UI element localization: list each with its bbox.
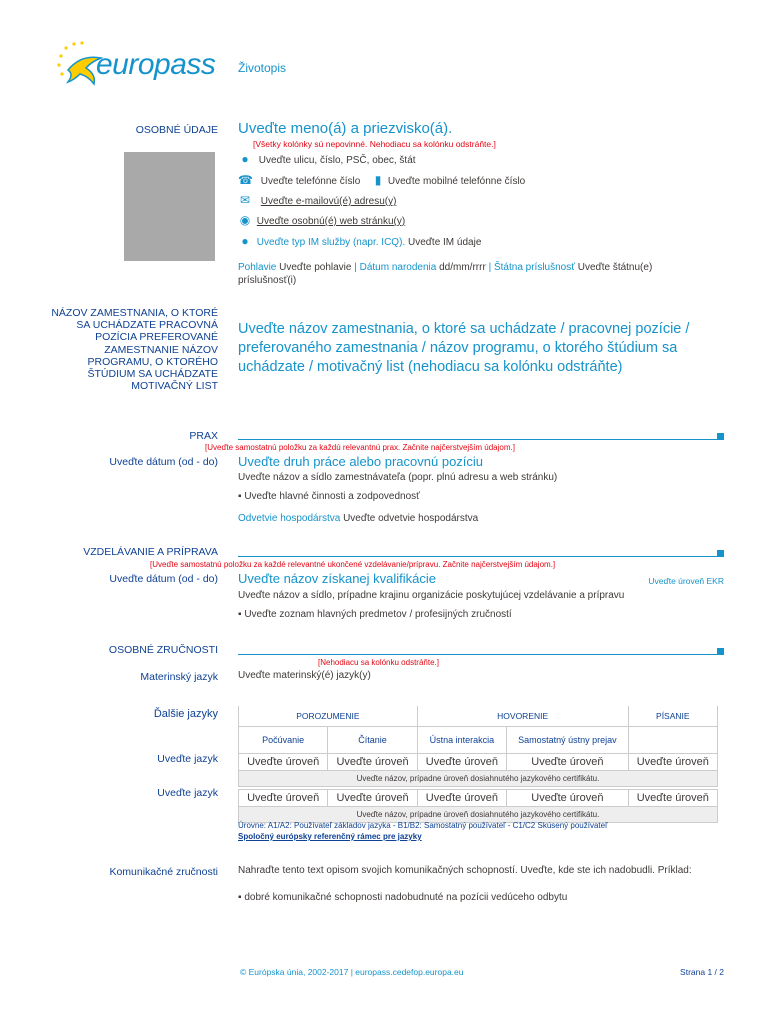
mobile-text: Uveďte mobilné telefónne číslo <box>387 176 526 187</box>
applicant-name: Uveďte meno(á) a priezvisko(á). <box>238 120 453 137</box>
nationality-label: Štátna príslušnosť <box>493 262 575 273</box>
chat-bubble-icon: ● <box>241 234 249 248</box>
communication-bullet-text: dobré komunikačné schopnosti nadobudnuté na pozícii vedúceho odbytu <box>244 892 568 903</box>
level-cell: Uveďte úroveň <box>239 790 328 807</box>
education-date: Uveďte dátum (od - do) <box>109 573 218 585</box>
photo-placeholder <box>124 152 215 261</box>
level-cell: Uveďte úroveň <box>628 790 717 807</box>
education-title: Uveďte názov získanej kvalifikácie <box>238 571 437 586</box>
experience-date: Uveďte dátum (od - do) <box>109 456 218 468</box>
section-label-experience: PRAX <box>189 430 218 442</box>
bullet-icon: ▪ <box>238 609 245 620</box>
communication-text: Nahraďte tento text opisom svojich komunikačných schopností. Uveďte, kde ste ich nadobudli. Príklad: <box>238 865 692 876</box>
education-bullet <box>238 609 512 620</box>
page-number: Strana 1 / 2 <box>680 967 724 977</box>
level-cell: Uveďte úroveň <box>328 790 417 807</box>
section-rule <box>238 556 718 557</box>
sector-value: Uveďte odvetvie hospodárstva <box>343 513 479 524</box>
mother-tongue-label: Materinský jazyk <box>140 671 218 683</box>
levels-note: Úrovne: A1/A2: Používateľ základov jazyka - B1/B2: Samostatný používateľ - C1/C2 Skúsený používateľ <box>238 821 608 830</box>
level-cell: Uveďte úroveň <box>239 754 328 771</box>
section-rule-end <box>717 550 724 557</box>
experience-bullet <box>238 491 420 502</box>
section-rule <box>238 654 718 655</box>
email-row <box>238 193 396 207</box>
address-text: Uveďte ulicu, číslo, PSČ, obec, štát <box>258 155 416 166</box>
certificate-cell: Uveďte názov, prípadne úroveň dosiahnutého jazykového certifikátu. <box>239 807 718 823</box>
bullet-icon: ▪ <box>238 892 245 903</box>
email-link[interactable]: Uveďte e-mailovú(é) adresu(y) <box>260 196 397 207</box>
separator: | <box>354 262 357 273</box>
envelope-icon: ✉ <box>239 193 251 207</box>
framework-link[interactable]: Spoločný európsky referenčný rámec pre jazyky <box>238 832 422 841</box>
table-row <box>239 790 718 807</box>
communication-label: Komunikačné zručnosti <box>109 866 218 878</box>
experience-note: [Uveďte samostatnú položku za každú relevantnú prax. Začnite najčerstvejším údajom.] <box>205 443 515 452</box>
communication-bullet <box>238 892 567 903</box>
level-cell: Uveďte úroveň <box>507 790 629 807</box>
im-row <box>238 234 481 248</box>
education-note: [Uveďte samostatnú položku za každé relevantné ukončené vzdelávanie/prípravu. Začnite najčerstvejším údajom.] <box>150 560 556 569</box>
language-table <box>238 706 718 823</box>
phone-row <box>238 173 525 187</box>
footer-copyright: © Európska únia, 2002-2017 | europass.cedefop.europa.eu <box>240 967 464 977</box>
education-bullet-text: Uveďte zoznam hlavných predmetov / profesijných zručností <box>244 609 512 620</box>
section-rule-end <box>717 433 724 440</box>
education-eqf: Uveďte úroveň EKR <box>648 576 724 586</box>
job-applied-text: Uveďte názov zamestnania, o ktoré sa uchádzate / pracovnej pozície / preferovaného zamestnania / názov programu, o ktorého štúdium sa uchádzate / motivačný list (nehodiacu sa kolónku odstráňte) <box>238 321 690 375</box>
level-cell: Uveďte úroveň <box>628 754 717 771</box>
address-row <box>238 152 416 166</box>
col-speaking: HOVORENIE <box>417 706 628 727</box>
experience-bullet-text: Uveďte hlavné činnosti a zodpovednosť <box>244 491 420 502</box>
im-data-text: Uveďte IM údaje <box>407 237 482 248</box>
experience-employer: Uveďte názov a sídlo zamestnávateľa (popr. plnú adresu a web stránku) <box>238 472 558 483</box>
dob-value: dd/mm/rrrr <box>439 262 486 273</box>
other-languages-label: Ďalšie jazyky <box>153 708 218 720</box>
globe-icon: ◉ <box>239 213 251 227</box>
document-title: Životopis <box>238 61 287 75</box>
im-type-label: Uveďte typ IM služby (napr. ICQ). <box>256 237 406 248</box>
section-label-job: NÁZOV ZAMESTNANIA, O KTORÉ SA UCHÁDZATE PRACOVNÁ POZÍCIA PREFEROVANÉ ZAMESTNANIE NÁZOV PROGRAMU, O KTORÉHO ŠTÚDIUM SA UCHÁDZATE MOTIVAČNÝ LIST <box>51 307 218 393</box>
language-name-1: Uveďte jazyk <box>157 753 218 765</box>
table-row <box>239 771 718 787</box>
mother-tongue-value: Uveďte materinský(é) jazyk(y) <box>238 670 371 681</box>
experience-title: Uveďte druh práce alebo pracovnú pozíciu <box>238 454 484 469</box>
level-cell: Uveďte úroveň <box>417 754 506 771</box>
personal-details-row <box>238 261 708 287</box>
dob-label: Dátum narodenia <box>359 262 437 273</box>
experience-sector <box>238 513 478 524</box>
section-label-skills: OSOBNÉ ZRUČNOSTI <box>108 644 218 656</box>
optional-fields-note: [Všetky kolónky sú nepovinné. Nehodiacu sa kolónku odstráňte.] <box>253 139 496 149</box>
separator: | <box>488 262 492 273</box>
sub-listening: Počúvanie <box>239 727 328 754</box>
level-cell: Uveďte úroveň <box>328 754 417 771</box>
web-row <box>238 213 405 227</box>
location-pin-icon: ● <box>241 152 249 166</box>
section-rule-end <box>717 648 724 655</box>
sub-reading: Čítanie <box>328 727 417 754</box>
education-org: Uveďte názov a sídlo, prípadne krajinu organizácie poskytujúcej vzdelávanie a prípravu <box>238 590 625 601</box>
sector-label: Odvetvie hospodárstva <box>238 513 341 524</box>
bullet-icon: ▪ <box>238 491 245 502</box>
col-understanding: POROZUMENIE <box>239 706 418 727</box>
europass-wordmark: europass <box>96 48 216 81</box>
sub-interaction: Ústna interakcia <box>417 727 506 754</box>
section-label-personal: OSOBNÉ ÚDAJE <box>135 124 218 136</box>
sub-production: Samostatný ústny prejav <box>507 727 629 754</box>
section-label-education: VZDELÁVANIE A PRÍPRAVA <box>83 546 218 558</box>
language-name-2: Uveďte jazyk <box>157 787 218 799</box>
gender-label: Pohlavie <box>238 262 277 273</box>
skills-note: [Nehodiacu sa kolónku odstráňte.] <box>318 658 439 667</box>
phone-icon: ☎ <box>238 173 253 187</box>
level-cell: Uveďte úroveň <box>417 790 506 807</box>
europass-logo <box>56 40 226 90</box>
level-cell: Uveďte úroveň <box>507 754 629 771</box>
table-row <box>239 754 718 771</box>
section-rule <box>238 439 718 440</box>
col-writing: PÍSANIE <box>628 706 717 727</box>
mobile-phone-icon: ▮ <box>374 173 382 187</box>
phone-text: Uveďte telefónne číslo <box>260 176 361 187</box>
nationality-value: Uveďte štátnu(e) príslušnosť(i) <box>238 262 653 286</box>
gender-value: Uveďte pohlavie <box>279 262 352 273</box>
certificate-cell: Uveďte názov, prípadne úroveň dosiahnutého jazykového certifikátu. <box>239 771 718 787</box>
web-link[interactable]: Uveďte osobnú(é) web stránku(y) <box>256 216 406 227</box>
